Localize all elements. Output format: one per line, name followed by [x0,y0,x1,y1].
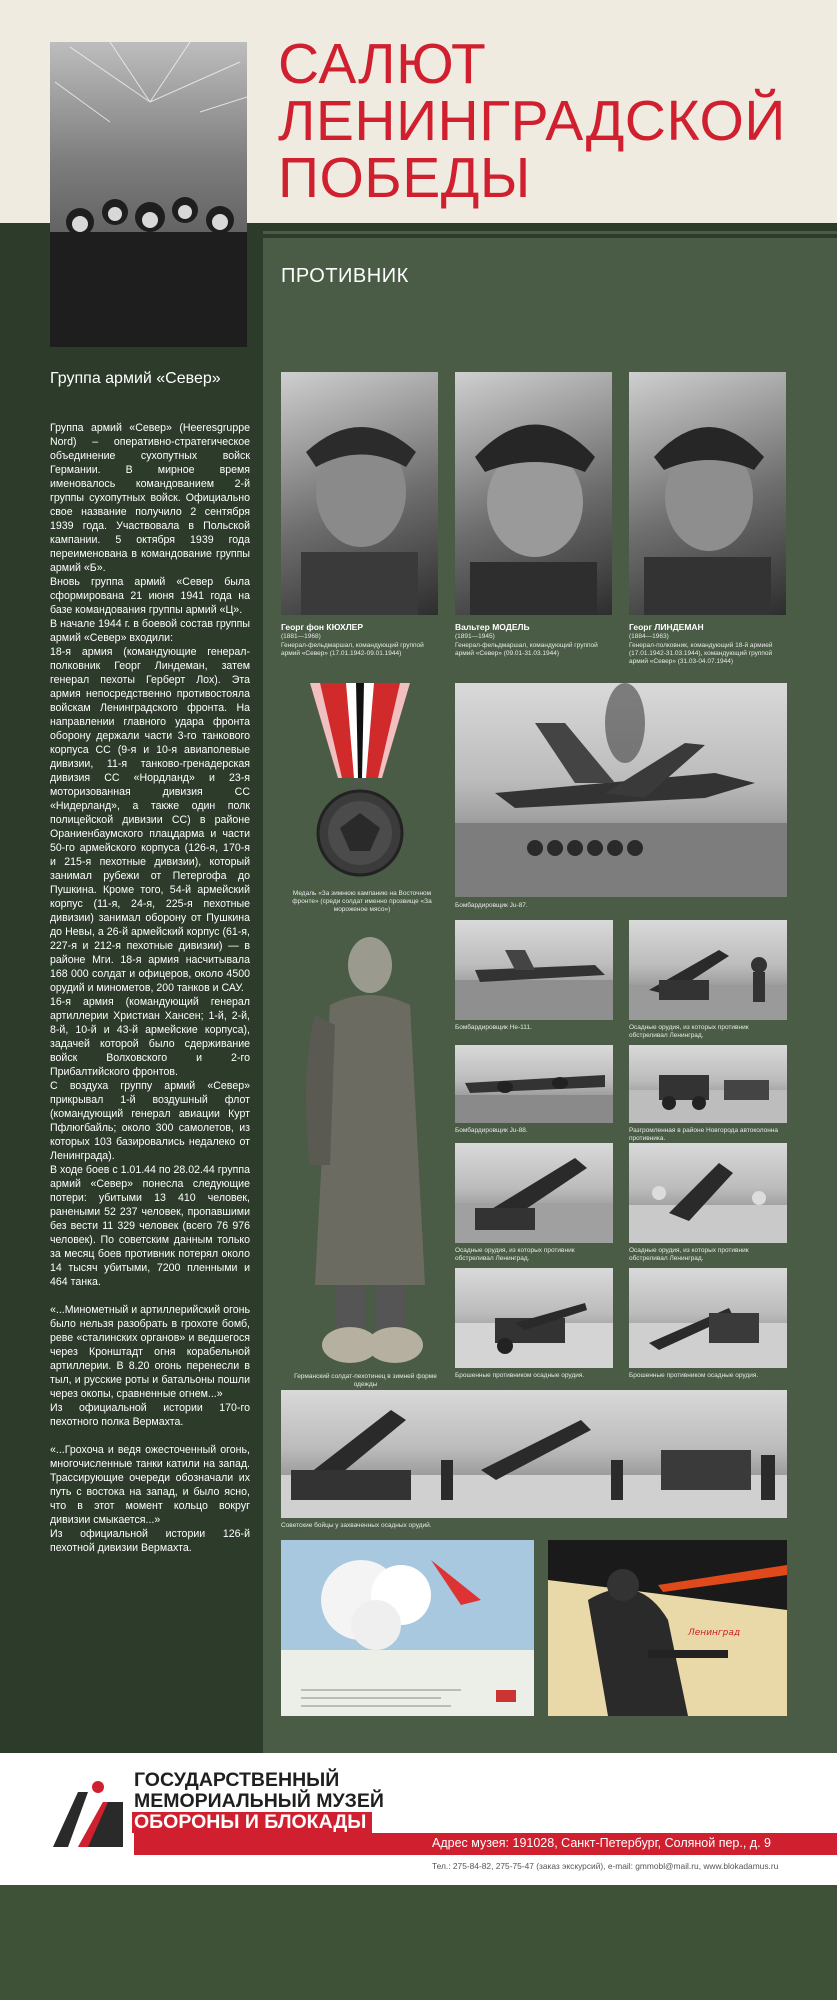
quote-text: «...Грохоча и ведя ожесточенный огонь, многочисленные танки катили на запад. Трассирующие очереди обозначали их путь с востока на запад, и было ясно, что в этот момент кольцо вокруг дивизии смыкается...» [50,1444,250,1526]
blockade-salute-engraving [50,42,247,347]
article-body [50,421,250,1555]
abandoned-guns-caption-2: Брошенные противником осадные орудия. [629,1372,759,1379]
siege-guns-photo-3 [629,1143,787,1243]
article-paragraph: 18-я армия (командующие генерал-полковник Георг Линдеман, затем генерал пехоты Герберт Лох). Эта армия непосредственно противостояла войскам Ленинградского фронта. На направлении главного удара фронта оборону держали части 3-го танкового корпуса СС (9-я и 10-я авиаполевые дивизии, 11-я танково-гренадерская дивизия СС «Нордланд» и 23-я моторизованная дивизия СС «Нидерланд», а также один полк полицейской дивизии СС) в районе Ораниенбаумского плацдарма и части 50-го армейского корпуса (126-я, 170-я и 215-я пехотные дивизии), который занимал рубежи от Петергофа до Пушкина. Кроме того, 54-й армейский корпус (11-я, 24-я, 225-я пехотные дивизии) занимал оборону от Пушкина до Невы, а 26-й армейский корпус (61-я, 227-я и 212-я пехотные дивизии) — в районе Мги. 18-я армия насчитывала 168 000 солдат и офицеров, около 4500 орудий и минометов, 200 танков и САУ. [50,646,250,994]
portrait-desc: Генерал-фельдмаршал, командующий группой армий «Север» (17.01.1942-09.01.1944) [281,642,424,657]
soviet-caption: Советские бойцы у захваченных осадных орудий. [281,1522,432,1529]
siege-guns-photo-1 [629,920,787,1020]
ju88-caption: Бомбардировщик Ju-88. [455,1127,528,1134]
propaganda-poster-1 [281,1540,534,1716]
portrait-years: (1884—1963) [629,633,669,640]
page-title: САЛЮТ ЛЕНИНГРАДСКОЙ ПОБЕДЫ [278,32,786,210]
siege-guns-caption-1: Осадные орудия, из которых противник обстреливал Ленинград. [629,1024,749,1039]
novgorod-convoy-photo [629,1045,787,1123]
portrait-name: Георг фон КЮХЛЕР [281,622,364,632]
german-soldier-figure [295,925,445,1367]
article-heading: Группа армий «Север» [50,370,221,387]
quote-text: «...Минометный и артиллерийский огонь было нельзя разобрать в грохоте бомб, реве «сталинских органов» и ведшегося через Кронштадт огня корабельной артиллерии. В 8.20 огонь перенесли в тыл, и русские роты и батальоны пошли через окопы, сравненные огнем...» [50,1304,250,1400]
section-subtitle: ПРОТИВНИК [281,265,409,287]
portrait-name: Вальтер МОДЕЛЬ [455,622,530,632]
article-paragraph: С воздуха группу армий «Север» прикрывал 1-й воздушный флот (командующий генерал авиации Курт Пфлюгбайль; около 300 самолетов, из которых 103 базировались недалеко от Ленинграда). [50,1080,250,1162]
portrait-desc: Генерал-фельдмаршал, командующий группой армий «Север» (09.01-31.03.1944) [455,642,598,657]
soldier-caption: Германский солдат-пехотинец в зимней форме одежды [294,1373,437,1388]
article-paragraph: В начале 1944 г. в боевой состав группы армий «Север» входили: [50,618,250,644]
he111-photo [455,920,613,1020]
abandoned-guns-photo-2 [629,1268,787,1368]
article-paragraph: Вновь группа армий «Север была сформирована 21 июня 1941 года на базе командования группы армий «Ц». [50,576,250,616]
article-paragraph: В ходе боев с 1.01.44 по 28.02.44 группа армий «Север» понесла следующие потери: убитыми 13 410 человек, ранеными 52 237 человек, пропавшими без вести 11 329 человек (всего 76 976 человек). По советским данным только за месяц боев противник потерял около 14 тысяч убитыми, 7200 пленными и 464 танка. [50,1164,250,1288]
ju87-caption: Бомбардировщик Ju-87. [455,902,528,909]
quote-source: Из официальной истории 126-й пехотной дивизии Вермахта. [50,1528,250,1554]
museum-logo-icon [48,1772,128,1852]
siege-guns-photo-2 [455,1143,613,1243]
portrait-desc: Генерал-полковник, командующий 18-й армией (17.01.1942-31.03.1944), командующий группой армий «Север» (31.03-04.07.1944) [629,642,773,665]
abandoned-guns-caption-1: Брошенные противником осадные орудия. [455,1372,585,1379]
ju87-photo [455,683,787,897]
abandoned-guns-photo-1 [455,1268,613,1368]
portrait-model [455,372,612,615]
portrait-years: (1891—1945) [455,633,495,640]
museum-name: ГОСУДАРСТВЕННЫЙ МЕМОРИАЛЬНЫЙ МУЗЕЙ ОБОРОНЫ И БЛОКАДЫ [134,1769,384,1833]
portrait-kuechler [281,372,438,615]
article-paragraph: Группа армий «Север» (Heeresgruppe Nord) – оперативно-стратегическое объединение сухопутных войск Германии. В мирное время именовалось командованием 2-й группы сухопутных войск. Официально свое название получило 2 сентября 1939 года. Участвовала в Польской кампании. 5 октября 1939 года переименована в командование группы армий «Б». [50,422,250,574]
he111-caption: Бомбардировщик He-111. [455,1024,532,1031]
museum-contacts: Тел.: 275-84-82, 275-75-47 (заказ экскурсий), e-mail: gmmobl@mail.ru, www.blokadamus.ru [432,1861,779,1871]
portrait-name: Георг ЛИНДЕМАН [629,622,704,632]
portrait-years: (1881—1968) [281,633,321,640]
siege-guns-caption-3: Осадные орудия, из которых противник обстреливал Ленинград. [629,1247,749,1262]
soviet-soldiers-guns-photo [281,1390,787,1518]
ju88-photo [455,1045,613,1123]
novgorod-caption: Разгромленная в районе Новгорода автоколонна противника. [629,1127,778,1142]
museum-address: Адрес музея: 191028, Санкт-Петербург, Соляной пер., д. 9 [432,1836,771,1850]
propaganda-poster-2 [548,1540,787,1716]
siege-guns-caption-2: Осадные орудия, из которых противник обстреливал Ленинград. [455,1247,575,1262]
medal-caption: Медаль «За зимнюю кампанию на Восточном фронте» (среди солдат именно прозвище «За мороженое мясо») [292,890,432,913]
footer-dark [0,1885,837,2000]
svg-text:Ленинград: Ленинград [688,1628,741,1638]
portrait-lindemann [629,372,786,615]
eastern-front-medal [300,683,420,888]
quote-source: Из официальной истории 170-го пехотного полка Вермахта. [50,1402,250,1428]
article-paragraph: 16-я армия (командующий генерал артиллерии Христиан Хансен; 1-й, 2-й, 8-й, 10-й и 43-й армейские корпуса), задачей которой было сдерживание войск Волховского и 2-го Прибалтийского фронтов. [50,996,250,1078]
